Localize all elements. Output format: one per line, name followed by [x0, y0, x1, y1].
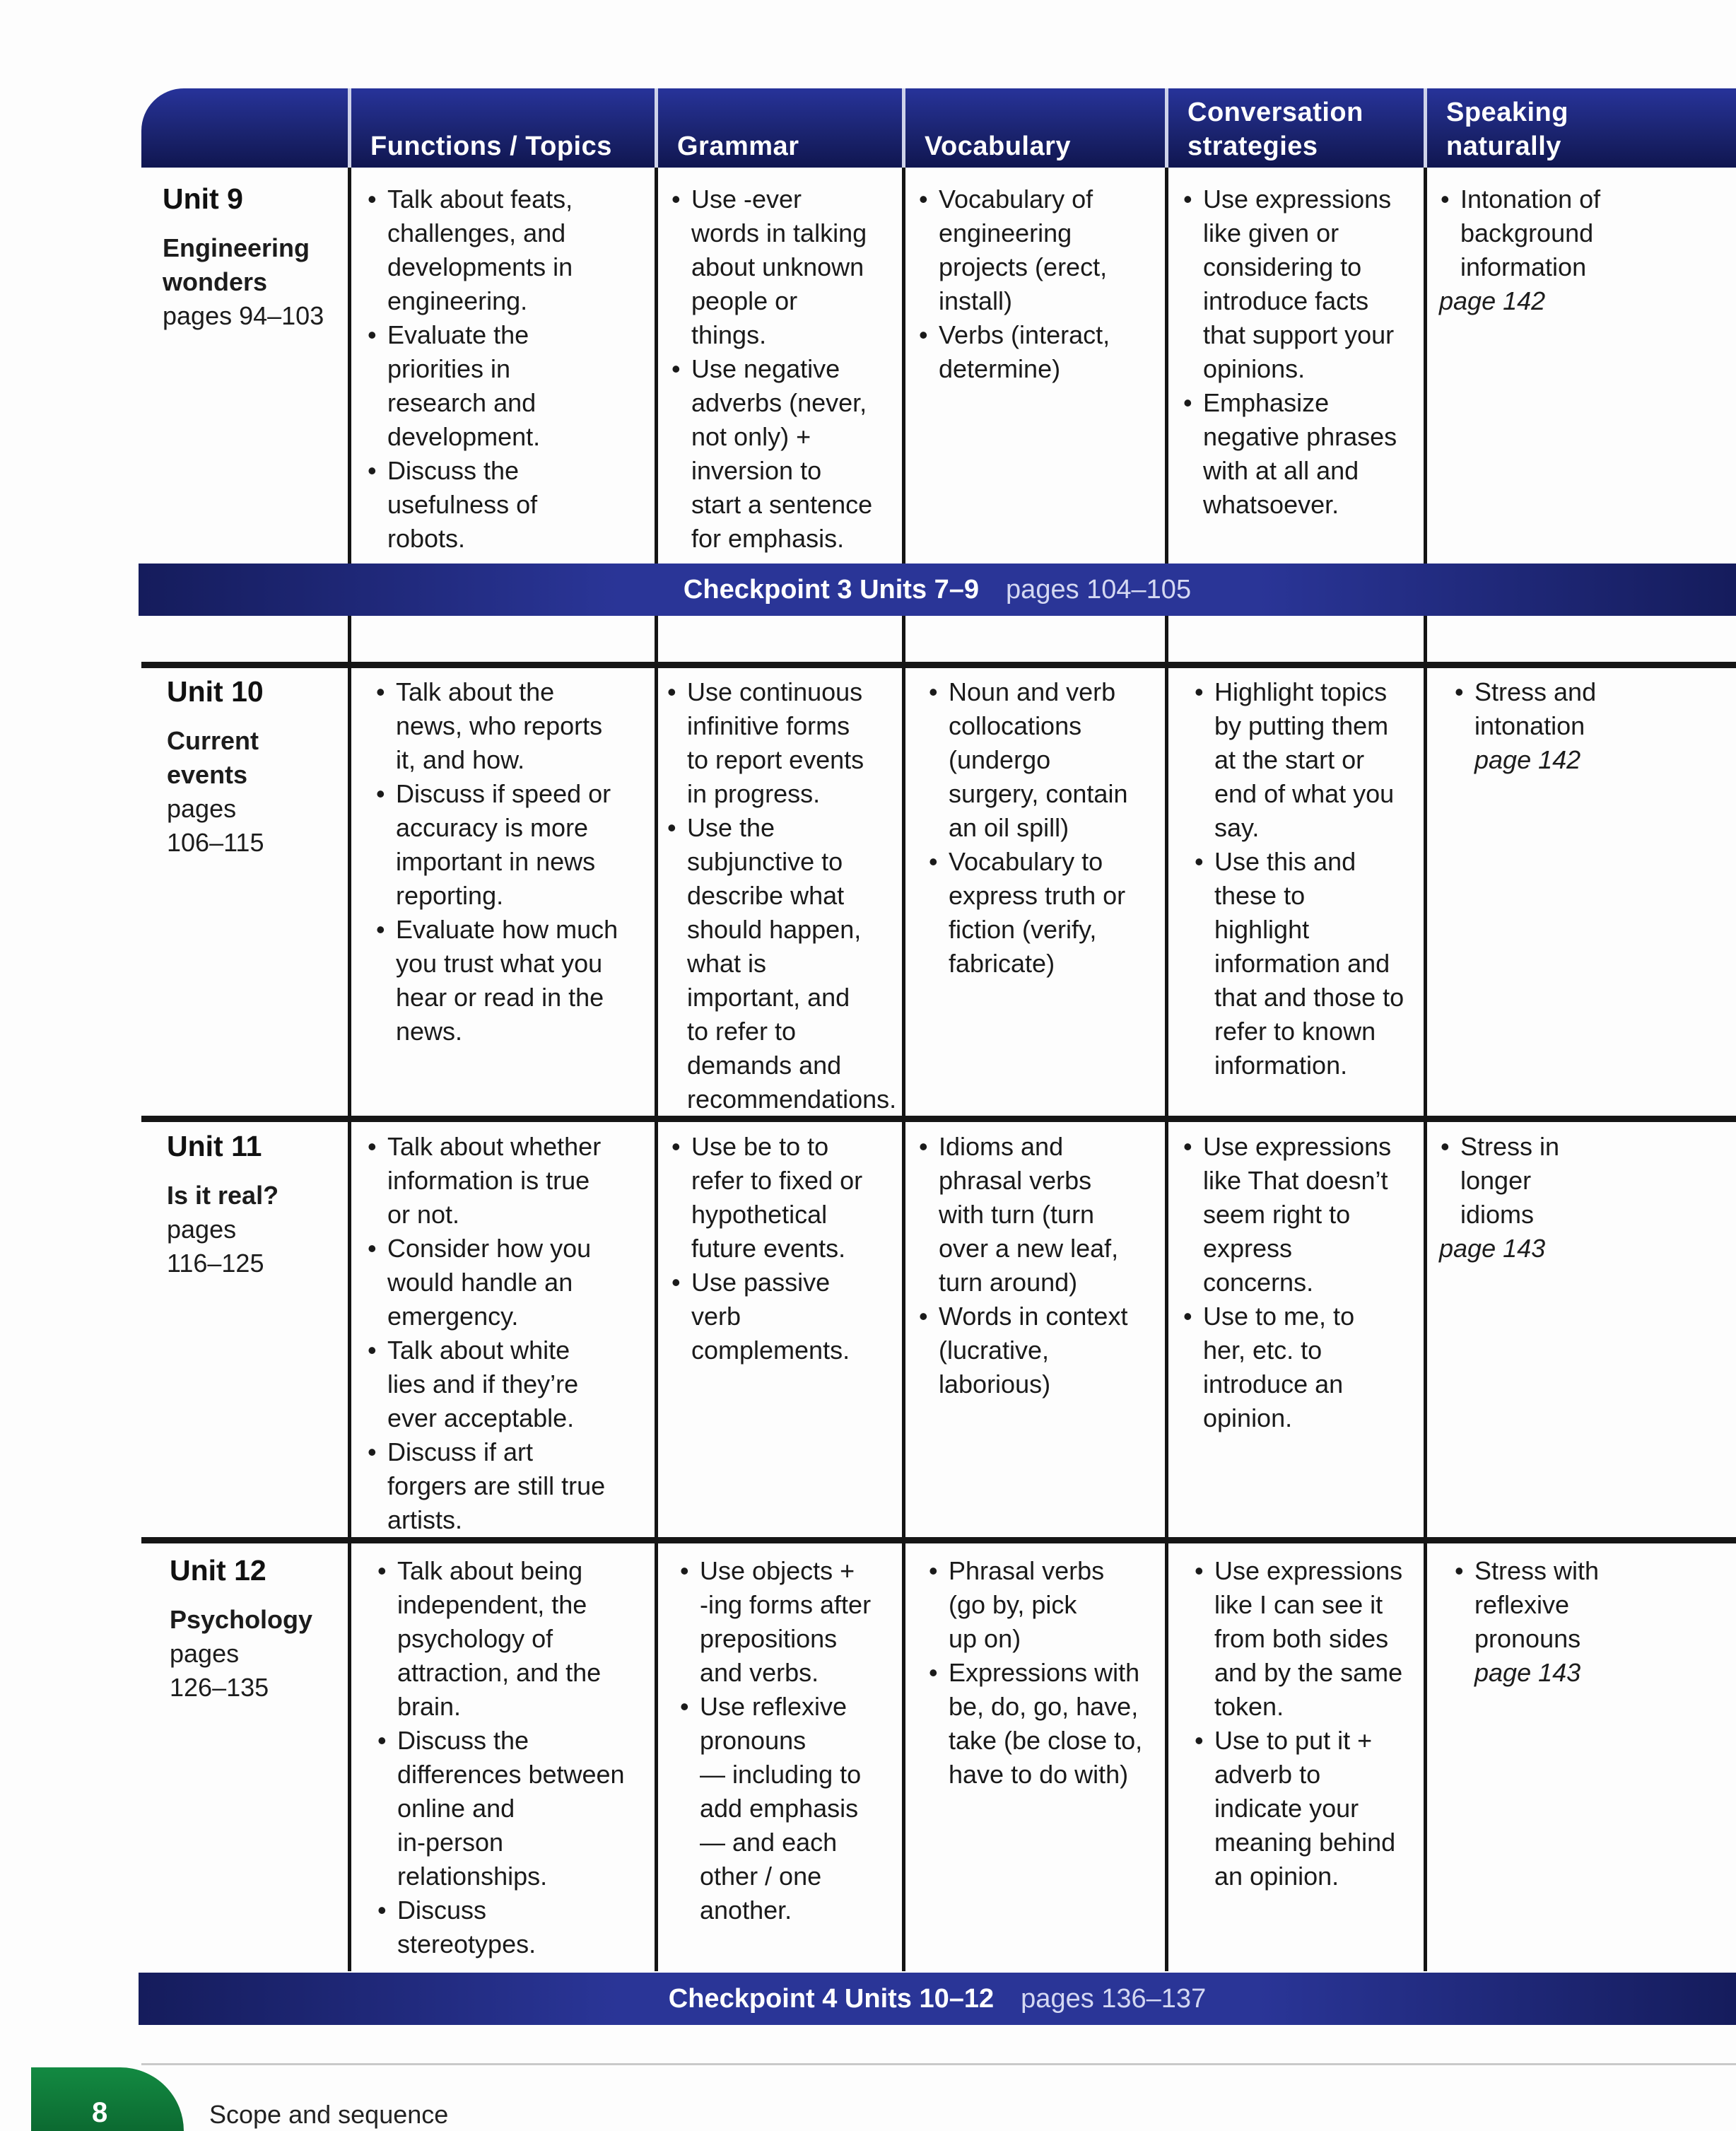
- column-divider: [655, 168, 658, 564]
- checkpoint-3-banner: [139, 564, 1736, 616]
- footer-rule: [141, 2063, 1736, 2065]
- list-item: • Emphasize negative phrases with at all and whatsoever.: [1182, 386, 1424, 522]
- unit-11-functions: [366, 1130, 655, 1537]
- list-item: • Discuss the differences between online and in-person relationships.: [376, 1724, 655, 1893]
- column-divider: [902, 616, 905, 1971]
- checkpoint-pages: pages 136–137: [1021, 1983, 1207, 2014]
- list-item: • Expressions with be, do, go, have, take (be close to, have to do with): [927, 1656, 1165, 1792]
- list-item: • Use to put it + adverb to indicate your meaning behind an opinion.: [1193, 1724, 1424, 1893]
- list-item: • Use the subjunctive to describe what should happen, what is important, and to refer to demands and recommendations.: [666, 811, 902, 1116]
- column-divider: [1424, 168, 1427, 564]
- list-item: • Use be to to refer to fixed or hypothetical future events.: [670, 1130, 902, 1266]
- page-reference: page 143: [1439, 1234, 1546, 1263]
- unit-10-cell: [167, 675, 348, 860]
- list-item: • Stress and intonation: [1453, 675, 1729, 743]
- list-item: • Noun and verb collocations (undergo surgery, contain an oil spill): [927, 675, 1165, 845]
- unit-10-functions: [375, 675, 655, 1049]
- unit-name: Engineering wonders: [163, 233, 310, 296]
- unit-12-grammar: [679, 1554, 902, 1927]
- unit-11-conversation: [1182, 1130, 1424, 1435]
- list-item: • Talk about feats, challenges, and developments in engineering.: [366, 182, 655, 318]
- list-item: • Intonation of background information: [1439, 182, 1729, 284]
- page-reference: page 143: [1474, 1658, 1581, 1687]
- list-item: • Phrasal verbs (go by, pick up on): [927, 1554, 1165, 1656]
- unit-12-cell: [170, 1554, 348, 1705]
- list-item: • Use objects + -ing forms after prepositions and verbs.: [679, 1554, 902, 1690]
- list-item: • Vocabulary to express truth or fiction (verify, fabricate): [927, 845, 1165, 981]
- list-item: • Discuss if art forgers are still true artists.: [366, 1435, 655, 1537]
- header-speaking-naturally: Speaking naturally: [1446, 98, 1568, 161]
- column-divider: [902, 168, 905, 564]
- unit-pages: pages 106–115: [167, 794, 264, 857]
- unit-10-conversation: [1193, 675, 1424, 1082]
- column-divider: [1424, 616, 1427, 1971]
- unit-title: Unit 11: [167, 1130, 262, 1162]
- list-item: • Stress in longer idioms: [1439, 1130, 1729, 1232]
- list-item: • Talk about the news, who reports it, and how.: [375, 675, 655, 777]
- list-item: • Talk about being independent, the psychology of attraction, and the brain.: [376, 1554, 655, 1724]
- unit-10-vocabulary: [927, 675, 1165, 981]
- list-item: • Verbs (interact, determine): [917, 318, 1165, 386]
- page-number: 8: [92, 2097, 108, 2128]
- list-item: • Use to me, to her, etc. to introduce an opinion.: [1182, 1300, 1424, 1435]
- checkpoint-title: Checkpoint 3 Units 7–9: [683, 574, 980, 605]
- list-item: • Words in context (lucrative, laborious): [917, 1300, 1165, 1401]
- list-item: • Use -ever words in talking about unknown people or things.: [670, 182, 902, 352]
- unit-9-functions: [366, 182, 655, 556]
- row-divider: [141, 662, 1736, 668]
- list-item: • Use expressions like given or considering to introduce facts that support your opinions.: [1182, 182, 1424, 386]
- checkpoint-title: Checkpoint 4 Units 10–12: [668, 1983, 995, 2014]
- checkpoint-pages: pages 104–105: [1006, 574, 1192, 605]
- header-grammar: Grammar: [677, 132, 799, 161]
- unit-pages: pages 94–103: [163, 301, 324, 330]
- unit-name: Psychology: [170, 1605, 313, 1634]
- row-divider: [141, 1537, 1736, 1543]
- list-item: • Highlight topics by putting them at the start or end of what you say.: [1193, 675, 1424, 845]
- list-item: • Evaluate how much you trust what you hear or read in the news.: [375, 913, 655, 1049]
- list-item: • Use continuous infinitive forms to report events in progress.: [666, 675, 902, 811]
- unit-9-vocabulary: [917, 182, 1165, 386]
- column-divider: [1165, 616, 1168, 1971]
- unit-12-functions: [376, 1554, 655, 1961]
- row-divider: [141, 1116, 1736, 1122]
- unit-9-cell: [163, 182, 348, 333]
- unit-title: Unit 9: [163, 182, 243, 215]
- unit-11-cell: [167, 1130, 348, 1280]
- list-item: • Stress with reflexive pronouns: [1453, 1554, 1729, 1656]
- footer-title: Scope and sequence: [209, 2100, 449, 2129]
- list-item: • Discuss if speed or accuracy is more important in news reporting.: [375, 777, 655, 913]
- list-item: • Evaluate the priorities in research and development.: [366, 318, 655, 454]
- column-divider: [348, 616, 351, 1971]
- list-item: • Use expressions like I can see it from both sides and by the same token.: [1193, 1554, 1424, 1724]
- header-vocabulary: Vocabulary: [925, 132, 1072, 161]
- list-item: • Discuss stereotypes.: [376, 1893, 655, 1961]
- list-item: • Use negative adverbs (never, not only) + inversion to start a sentence for emphasis.: [670, 352, 902, 556]
- column-divider: [348, 168, 351, 564]
- unit-12-speaking: [1453, 1554, 1729, 1690]
- unit-9-grammar: [670, 182, 902, 556]
- unit-12-vocabulary: [927, 1554, 1165, 1792]
- column-divider: [1165, 168, 1168, 564]
- list-item: • Talk about white lies and if they’re ever acceptable.: [366, 1333, 655, 1435]
- list-item: • Talk about whether information is true or not.: [366, 1130, 655, 1232]
- page-reference: page 142: [1439, 286, 1546, 315]
- list-item: • Idioms and phrasal verbs with turn (turn over a new leaf, turn around): [917, 1130, 1165, 1300]
- list-item: • Use expressions like That doesn’t seem right to express concerns.: [1182, 1130, 1424, 1300]
- header-conversation-strategies: Conversation strategies: [1187, 98, 1363, 161]
- unit-name: Current events: [167, 726, 259, 789]
- list-item: • Use reflexive pronouns — including to add emphasis — and each other / one another.: [679, 1690, 902, 1927]
- unit-11-grammar: [670, 1130, 902, 1367]
- list-item: • Vocabulary of engineering projects (erect, install): [917, 182, 1165, 318]
- unit-9-speaking: [1439, 182, 1729, 318]
- unit-10-grammar: [666, 675, 902, 1116]
- unit-9-conversation: [1182, 182, 1424, 522]
- page-reference: page 142: [1474, 745, 1581, 774]
- unit-11-vocabulary: [917, 1130, 1165, 1401]
- unit-title: Unit 12: [170, 1554, 266, 1587]
- unit-10-speaking: [1453, 675, 1729, 777]
- unit-pages: pages 126–135: [170, 1639, 269, 1702]
- checkpoint-4-banner: [139, 1973, 1736, 2025]
- list-item: • Use passive verb complements.: [670, 1266, 902, 1367]
- unit-pages: pages 116–125: [167, 1215, 264, 1278]
- header-functions: Functions / Topics: [370, 132, 612, 161]
- list-item: • Use this and these to highlight information and that and those to refer to known information.: [1193, 845, 1424, 1082]
- unit-12-conversation: [1193, 1554, 1424, 1893]
- unit-11-speaking: [1439, 1130, 1729, 1266]
- list-item: • Discuss the usefulness of robots.: [366, 454, 655, 556]
- unit-name: Is it real?: [167, 1181, 279, 1210]
- column-divider: [655, 616, 658, 1971]
- unit-title: Unit 10: [167, 675, 264, 708]
- list-item: • Consider how you would handle an emergency.: [366, 1232, 655, 1333]
